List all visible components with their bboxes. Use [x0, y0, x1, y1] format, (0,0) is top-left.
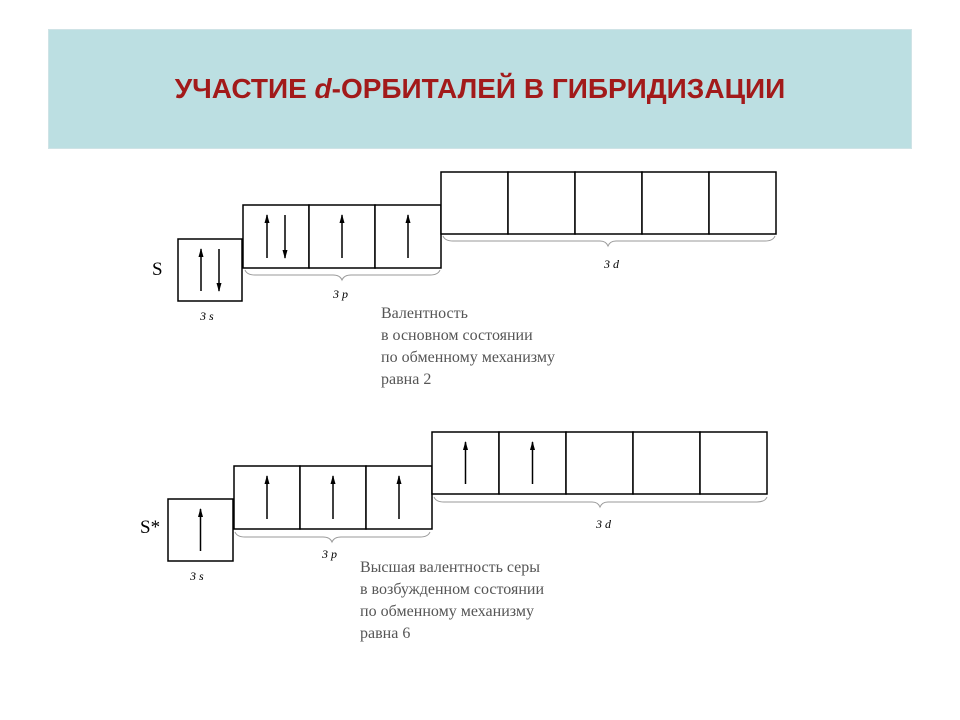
ground-d-orbital-box: [709, 172, 776, 234]
excited-atom-label: S*: [140, 517, 161, 538]
title-prefix: УЧАСТИЕ: [174, 73, 315, 104]
ground-d-orbital-box: [441, 172, 508, 234]
title-italic: d: [314, 73, 332, 104]
ground-desc-line-2: в основном состоянии: [381, 327, 533, 344]
excited-desc-line-1: Высшая валентность серы: [360, 559, 541, 576]
ground-desc-line-3: по обменному механизму: [381, 349, 555, 366]
excited-3p-label: 3 p: [322, 547, 337, 561]
ground-3d-brace: [443, 236, 775, 246]
ground-3s-label: 3 s: [200, 309, 214, 323]
excited-desc-line-2: в возбужденном состоянии: [360, 581, 545, 598]
excited-orbital-boxes: [168, 432, 767, 561]
excited-3d-brace: [434, 497, 767, 507]
ground-d-orbital-box: [642, 172, 709, 234]
ground-desc-line-4: равна 2: [381, 371, 432, 388]
excited-d-orbital-box: [633, 432, 700, 494]
excited-desc-line-3: по обменному механизму: [360, 603, 534, 620]
ground-p-orbital-box: [243, 205, 309, 268]
ground-s-orbital-box: [178, 239, 242, 301]
title-suffix: -ОРБИТАЛЕЙ В ГИБРИДИЗАЦИИ: [331, 73, 786, 104]
ground-state-diagram: [152, 172, 776, 388]
ground-desc-line-1: Валентность: [381, 305, 468, 322]
excited-desc-line-4: равна 6: [360, 625, 411, 642]
excited-3d-label: 3 d: [596, 517, 611, 531]
excited-state-diagram: [140, 432, 767, 642]
ground-3d-label: 3 d: [604, 257, 619, 271]
excited-3s-label: 3 s: [190, 569, 204, 583]
excited-d-orbital-box: [566, 432, 633, 494]
ground-atom-label: S: [152, 259, 163, 280]
ground-d-orbital-box: [575, 172, 642, 234]
ground-d-orbital-box: [508, 172, 575, 234]
excited-3p-brace: [235, 532, 430, 542]
ground-3p-label: 3 p: [333, 287, 348, 301]
ground-3p-brace: [245, 270, 440, 280]
excited-d-orbital-box: [700, 432, 767, 494]
